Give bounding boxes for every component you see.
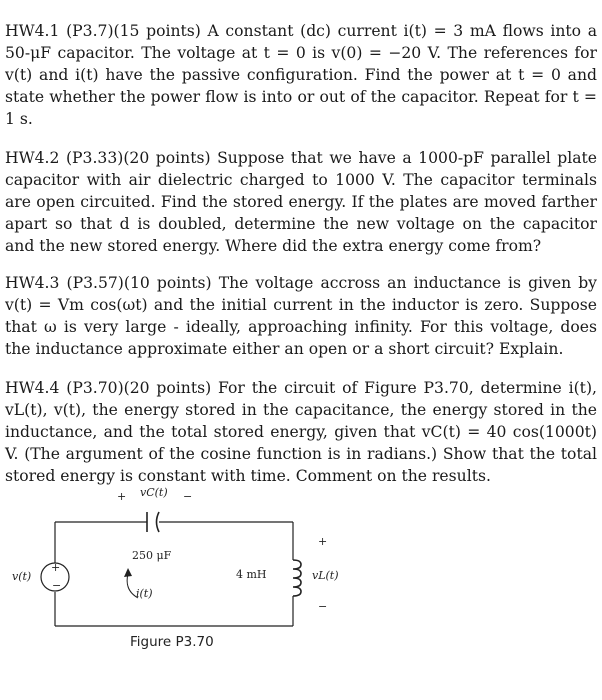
inductor-value: 4 mH xyxy=(236,568,267,581)
problem-hw4-3: HW4.3 (P3.57)(10 points) The voltage accross an inductance is given by v(t) = Vm cos(ωt) and the initial current in the inductor is zero. Suppose that ω is very large - ideally, approaching infinity. For this voltage, does the inductance approximate either an open or a short circuit? Explain. xyxy=(5,273,597,359)
current-arrowhead-icon xyxy=(124,568,132,577)
vl-plus-sign: + xyxy=(318,535,328,548)
capacitor-value: 250 μF xyxy=(132,549,172,562)
source-minus-sign: − xyxy=(52,579,62,592)
current-label: i(t) xyxy=(136,587,153,600)
problem-hw4-4: HW4.4 (P3.70)(20 points) For the circuit of Figure P3.70, determine i(t), vL(t), v(t), the energy stored in the capacitance, the energy stored in the inductance, and the total stored energy, given that vC(t) = 40 cos(1000t) V. (The argument of the cosine function is in radians.) Show that the total stored energy is constant with time. Comment on the results. xyxy=(5,378,597,486)
source-plus-sign: + xyxy=(51,561,61,574)
vc-plus-sign: + xyxy=(117,490,127,503)
source-label: v(t) xyxy=(12,570,32,583)
inductor-symbol xyxy=(293,560,301,596)
vl-label: vL(t) xyxy=(312,569,339,582)
problem-hw4-1: HW4.1 (P3.7)(15 points) A constant (dc) current i(t) = 3 mA flows into a 50-μF capacitor. The voltage at t = 0 is v(0) = −20 V. The references for v(t) and i(t) have the passive configuration. Find the power at t = 0 and state whether the power flow is into or out of the capacitor. Repeat for t = 1 s. xyxy=(5,21,597,129)
vl-minus-sign: − xyxy=(318,600,328,613)
vc-minus-sign: − xyxy=(183,490,193,503)
figure-caption: Figure P3.70 xyxy=(130,634,214,650)
vc-label: vC(t) xyxy=(140,486,168,499)
problem-hw4-2: HW4.2 (P3.33)(20 points) Suppose that we have a 1000-pF parallel plate capacitor with air dielectric charged to 1000 V. The capacitor terminals are open circuited. Find the stored energy. If the plates are moved farther apart so that d is doubled, determine the new voltage on the capacitor and the new stored energy. Where did the extra energy come from? xyxy=(5,148,597,256)
circuit-figure-p3-70 xyxy=(0,478,602,678)
capacitor-symbol xyxy=(147,512,159,532)
